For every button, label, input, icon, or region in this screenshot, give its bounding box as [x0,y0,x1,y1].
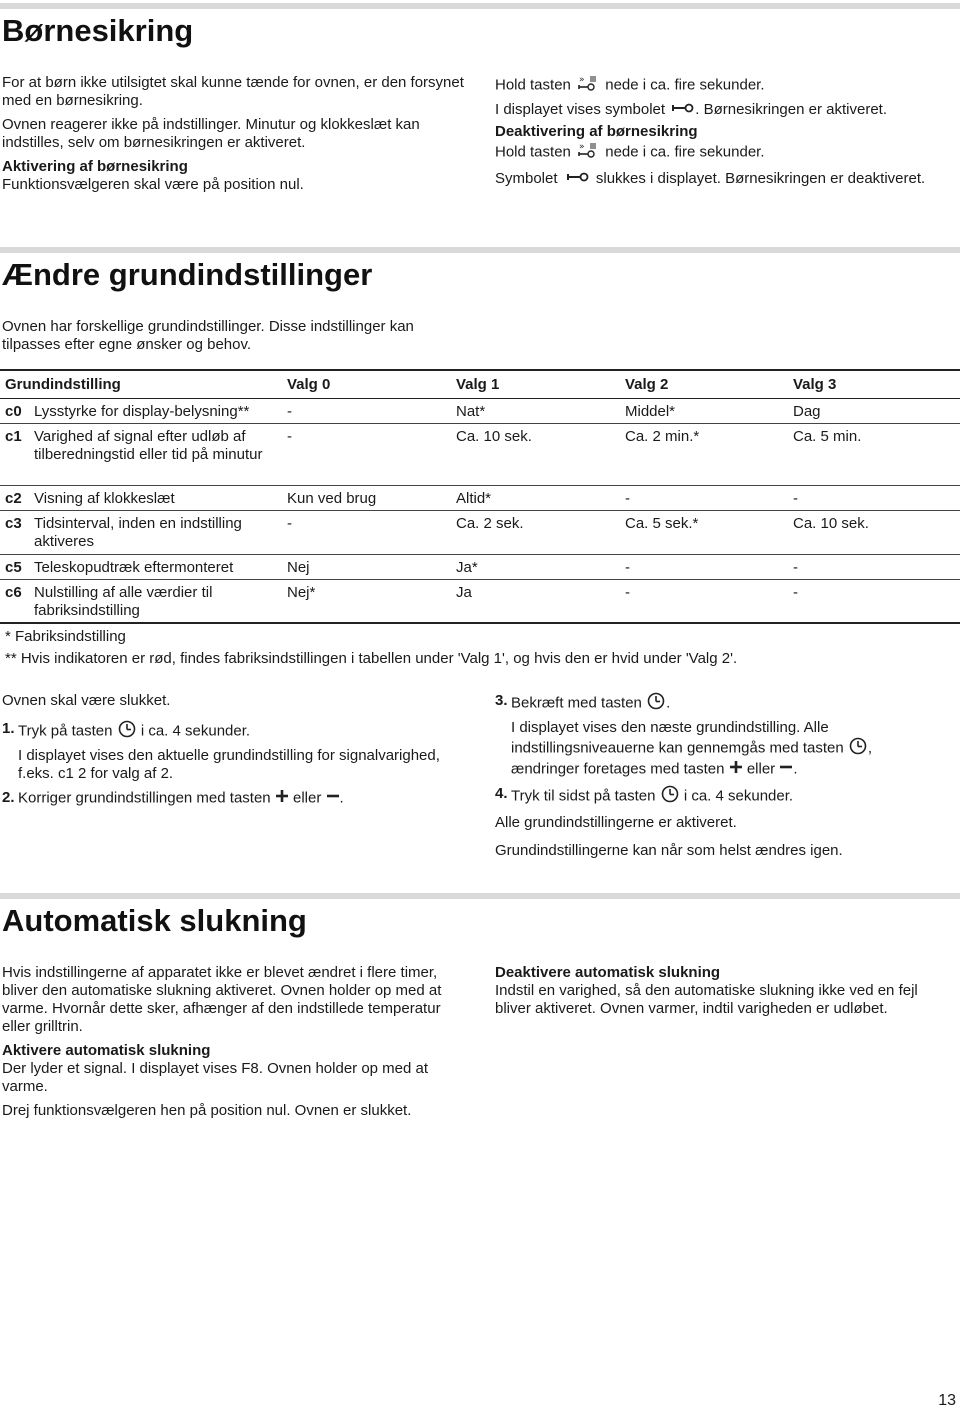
minus-icon [779,760,793,779]
table-header [0,369,960,399]
column-header: Grundindstilling [5,376,121,393]
precondition: Ovnen skal være slukket. [2,692,171,709]
instruction-line [495,170,935,188]
clock-icon [660,785,680,808]
step-number: 4. [495,785,508,802]
option-2: - [625,490,630,507]
basic-settings-table [0,369,960,668]
setting-name: Visning af klokkeslæt [34,490,175,507]
option-2: - [625,559,630,576]
subheading: Aktivere automatisk slukning [2,1042,211,1059]
paragraph: Indstil en varighed, så den automatiske slukning ikke ved en fejl bliver aktiveret. Ovnen varmer, indtil varigheden er udløbet. [495,982,918,1017]
minus-icon [326,789,340,808]
text: . Børnesikringen er aktiveret. [695,101,887,118]
steps-left-column [2,692,452,808]
text: . [666,694,671,712]
text: eller [746,760,776,778]
childlock-key-icon [575,74,601,97]
instruction-line [495,101,935,119]
clock-icon [646,692,666,715]
basic-settings-intro [2,318,472,354]
option-1: Ja [456,584,472,601]
svg-text:»: » [579,75,585,85]
text: Hold tasten [495,143,571,161]
auto-shutoff-right-column [495,964,957,1018]
step-4 [495,785,915,808]
setting-code: c0 [5,403,22,420]
paragraph: Grundindstillingerne kan når som helst ændres igen. [495,842,843,859]
option-2: Ca. 5 sek.* [625,515,699,532]
text: i ca. 4 sekunder. [140,722,251,740]
option-1: Ca. 2 sek. [456,515,524,532]
text: Symbolet [495,170,558,188]
text: slukkes i displayet. Børnesikringen er deaktiveret. [595,170,926,188]
setting-code: c2 [5,490,22,507]
option-1: Ja* [456,559,478,576]
step-number: 2. [2,789,15,806]
step-1 [2,720,452,783]
option-2: Ca. 2 min.* [625,428,700,445]
step-text [511,692,915,715]
step-detail [511,719,915,779]
instruction-line [495,74,935,97]
option-3: Ca. 10 sek. [793,515,869,532]
option-3: Ca. 5 min. [793,428,862,445]
clock-icon [848,737,868,760]
paragraph: Ovnen har forskellige grundindstillinger. Disse indstillinger kan tilpasses efter egne ønsker og behov. [2,318,414,353]
setting-name: Lysstyrke for display-belysning** [34,403,250,420]
section-title-childlock: Børnesikring [2,13,194,48]
column-header: Valg 1 [456,376,500,393]
childlock-key-icon [575,141,601,164]
key-symbol-icon [562,170,592,188]
paragraph: Hvis indstillingerne af apparatet ikke er blevet ændret i flere timer, bliver den automatiske slukning aktiveret. Ovnen holder op med at varme. Hvornår dette sker, afhænger af den indstillede temperatur eller grilltrin. [2,964,442,1035]
step-text [18,789,452,808]
option-3: - [793,490,798,507]
text: Tryk på tasten [18,722,113,740]
page-number: 13 [938,1392,956,1408]
table-row [0,486,960,511]
subheading: Aktivering af børnesikring [2,158,188,175]
option-2: - [625,584,630,601]
option-2: Middel* [625,403,676,420]
option-0: Nej* [287,584,316,601]
section-rule [0,3,960,9]
option-1: Ca. 10 sek. [456,428,532,445]
option-3: - [793,559,798,576]
option-0: - [287,403,292,420]
setting-code: c3 [5,515,22,532]
clock-icon [117,720,137,743]
paragraph: Ovnen reagerer ikke på indstillinger. Minutur og klokkeslæt kan indstilles, selv om børnesikringen er aktiveret. [2,116,420,151]
text: nede i ca. fire sekunder. [605,76,765,94]
section-title-auto-shutoff: Automatisk slukning [2,903,307,938]
table-row [0,424,960,486]
setting-code: c5 [5,559,22,576]
step-2 [2,789,452,808]
setting-code: c6 [5,584,22,601]
instruction-line [495,141,935,164]
option-0: - [287,428,292,445]
text: I displayet vises symbolet [495,101,666,118]
column-header: Valg 3 [793,376,837,393]
key-symbol-icon [669,101,695,119]
text: . [793,760,798,778]
option-1: Altid* [456,490,492,507]
option-1: Nat* [456,403,486,420]
table-row [0,580,960,624]
setting-name: Nulstilling af alle værdier til fabriksindstilling [34,584,213,619]
step-detail: Alle grundindstillingerne er aktiveret. [495,814,737,831]
setting-code: c1 [5,428,22,445]
step-detail: I displayet vises den aktuelle grundindstilling for signalvarighed, f.eks. c1 2 for valg af 2. [18,747,440,782]
text: . [339,789,344,807]
text: eller [293,789,322,807]
text: , ændringer foretages med tasten [511,739,873,778]
paragraph: Der lyder et signal. I displayet vises F8. Ovnen holder op med at varme. [2,1060,429,1095]
subheading: Deaktivering af børnesikring [495,123,698,141]
column-header: Valg 0 [287,376,331,393]
text: Tryk til sidst på tasten [511,787,656,805]
subheading: Deaktivere automatisk slukning [495,964,721,981]
paragraph: Funktionsvælgeren skal være på position nul. [2,176,304,193]
setting-name: Teleskopudtræk eftermonteret [34,559,234,576]
steps-right-column [495,692,915,860]
text: I displayet vises den næste grundindstilling. Alle indstillingsniveauerne kan gennemgås med tasten [511,719,844,757]
setting-name: Varighed af signal efter udløb af tilberedningstid eller tid på minutur [34,428,263,463]
section-rule [0,247,960,253]
option-0: Kun ved brug [287,490,377,507]
text: i ca. 4 sekunder. [683,787,794,805]
table-row [0,555,960,580]
step-text [18,720,452,743]
svg-text:»: » [579,142,585,153]
step-3 [495,692,915,779]
text: Bekræft med tasten [511,694,642,712]
table-footnote: ** Hvis indikatoren er rød, findes fabriksindstillingen i tabellen under 'Valg 1', og hvis den er hvid under 'Valg 2'. [5,650,738,667]
step-text [511,785,915,808]
paragraph: For at børn ikke utilsigtet skal kunne tænde for ovnen, er den forsynet med en børnesikring. [2,74,464,109]
step-number: 3. [495,692,508,709]
table-row [0,511,960,555]
column-header: Valg 2 [625,376,669,393]
section-rule [0,893,960,899]
childlock-right-column [495,74,935,188]
option-0: - [287,515,292,532]
section-title-basic-settings: Ændre grundindstillinger [2,257,373,292]
option-3: - [793,584,798,601]
option-0: Nej [287,559,310,576]
table-footnote: * Fabriksindstilling [5,628,126,645]
plus-icon [275,789,289,808]
setting-name: Tidsinterval, inden en indstilling aktiveres [34,515,242,550]
text: Hold tasten [495,76,571,94]
table-row [0,399,960,424]
plus-icon [729,760,743,779]
auto-shutoff-left-column [2,964,472,1120]
paragraph: Drej funktionsvælgeren hen på position nul. Ovnen er slukket. [2,1102,412,1119]
text: nede i ca. fire sekunder. [605,143,765,161]
text: Korriger grundindstillingen med tasten [18,789,271,807]
step-number: 1. [2,720,15,737]
option-3: Dag [793,403,821,420]
childlock-left-column [2,74,472,194]
